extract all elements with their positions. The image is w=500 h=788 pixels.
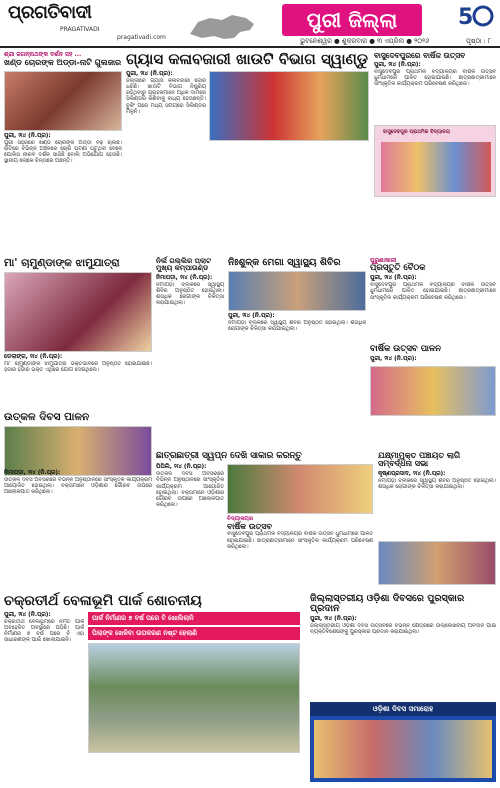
story-headline: ଗ୍ୟାସ କଳାବଜାରୀ ଖାଉଟି ବିଭାଗ ସ୍ୱାଣ୍ଡୁ	[126, 50, 368, 68]
story-headline: ନିଃଶୁଳ୍କ ମେଗା ସ୍ୱାସ୍ଥ୍ୟ ଶିବିର	[228, 257, 341, 268]
story-platform	[156, 258, 224, 448]
story-byline: ପୁରୀ, ୨ା୪ (ନି.ପ୍ର):	[310, 615, 357, 622]
story-utkal-body	[4, 470, 152, 585]
story-photo	[4, 426, 152, 476]
story-photo	[209, 71, 369, 141]
story-body: ପୁରୀ ସହରରେ ଖଣ୍ଡ ଚୋରଙ୍କ ଅଡ୍ଡା ବଢ଼ି ଚାଲିଛି। ରାତିରେ ବିଭିନ୍ନ ଅଞ୍ଚଳରେ ଚୋରି ଘଟଣା ଘଟୁଥିବା ବେଳେ ପୋଲିସ ନୀରବ ଦର୍ଶକ ସାଜିଛି ବୋଲି ଅଭିଯୋଗ ହେଉଛି। ସ୍ଥାନୀୟ ଲୋକେ ଚିନ୍ତାରେ ଅଛନ୍ତି।	[4, 139, 122, 165]
story-photo	[378, 541, 496, 585]
story-photo	[227, 464, 373, 514]
story-photo	[4, 272, 152, 352]
story-body: ଜିଲ୍ଲାସ୍ତରୀୟ ଓଡ଼ିଶା ଦିବସ ଉତ୍ସବରେ ବିଭିନ୍ନ କ୍ଷେତ୍ରରେ ଉଲ୍ଲେଖନୀୟ ଅବଦାନ ପାଇଁ ବ୍ୟକ୍ତିବିଶେଷଙ୍କୁ ପୁରସ୍କାର ପ୍ରଦାନ କରାଯାଇଥିଲା।	[310, 622, 496, 636]
story-headline: ଯକ୍ଷ୍ମାମୁକ୍ତ ପଞ୍ଚାୟତ ଲାଗି ସମ୍ବର୍ଦ୍ଧନା ସଭା	[378, 451, 461, 469]
story-headline: ମା' ଚାମୁଣ୍ଡାଙ୍କ ଝାମୁଯାତ୍ରା	[4, 257, 120, 269]
story-headline: ପ୍ରସ୍ତୁତି ବୈଠକ	[370, 263, 426, 274]
story-photo	[88, 643, 300, 753]
story-body: ଉତ୍କଳ ଦିବସ ଅବସରରେ ବିଭିନ୍ନ ଅନୁଷ୍ଠାନରେ ସାଂସ୍କୃତିକ କାର୍ଯ୍ୟକ୍ରମ ଆୟୋଜିତ ହୋଇଥିଲା। ବକ୍ତାମାନେ ଓଡ଼ିଶାର ଗୌରବ ଉପରେ ଆଲୋକପାତ କରିଥିଲେ।	[4, 477, 152, 496]
story-photo	[370, 366, 496, 416]
story-chakratirtha	[4, 594, 304, 784]
masthead	[0, 0, 500, 48]
story-body: ଉତ୍କଳ ଦିବସ ଅବସରରେ ବିଭିନ୍ନ ଅନୁଷ୍ଠାନରେ ସାଂସ୍କୃତିକ କାର୍ଯ୍ୟକ୍ରମ ଆୟୋଜିତ ହୋଇଥିଲା। ବକ୍ତାମାନେ ଓଡ଼ିଶାର ଗୌରବ ଉପରେ ଆଲୋକପାତ କରିଥିଲେ।	[156, 471, 224, 509]
story-kicker: ପୁରୁଣାକାଳୀ	[370, 257, 397, 264]
story-body: ନିମାପଡ଼ା ବ୍ଲକରେ ସ୍ୱାସ୍ଥ୍ୟ ଶିବିର ଅନୁଷ୍ଠିତ ହୋଇଥିଲା। ଶତାଧିକ ରୋଗୀଙ୍କ ଚିକିତ୍ସା କରାଯାଇଥିଲା।	[378, 477, 496, 490]
story-chamunda	[4, 258, 152, 410]
story-body: ମା' ଚାମୁଣ୍ଡାଙ୍କ ଝାମୁଯାତ୍ରା ଭକ୍ତିଭାବରେ ଅନୁଷ୍ଠିତ ହୋଇଯାଇଛି। ହଜାର ହଜାର ଭକ୍ତ ଏଥିରେ ଯୋଗ ଦେଇଥିଲେ।	[4, 361, 152, 374]
story-body: ବାସୁଦେବପୁର ପ୍ରାଥମିକ ବିଦ୍ୟାଳୟର ବାର୍ଷିକ ଉତ୍ସବ ଧୁମଧାମରେ ପାଳିତ ହୋଇଯାଇଛି। ଛାତ୍ରଛାତ୍ରୀମାନେ ସାଂସ୍କୃତିକ କାର୍ଯ୍ୟକ୍ରମ ପରିବେଷଣ କରିଥିଲେ।	[370, 282, 496, 301]
story-byline: ପିପିଲି, ୨ା୪ (ନି.ପ୍ର):	[156, 464, 207, 471]
story-byline: ନିମାପଡ଼ା, ୨ା୪ (ନି.ପ୍ର):	[4, 470, 61, 476]
story-byline: ପୁରୀ, ୨ା୪ (ନି.ପ୍ର):	[370, 356, 417, 363]
story-byline: ପୁରୀ, ୨ା୪ (ନି.ପ୍ର):	[4, 132, 51, 139]
story-byline: ପୁରୀ, ୨ା୪ (ନି.ପ୍ର):	[126, 70, 173, 77]
story-byline: ପୁରୀ, ୨ା୪ (ନି.ପ୍ର):	[4, 611, 51, 618]
story-headline: ବାର୍ଷିକ ଉତ୍ସବ	[227, 522, 272, 531]
story-headline: ଚକ୍ରତୀର୍ଥ ବେଳାଭୂମି ପାର୍କ ଶୋଚନୀୟ	[4, 593, 202, 609]
story-students	[156, 452, 374, 590]
story-photo	[374, 125, 496, 197]
story-gas	[126, 52, 370, 242]
story-body: ନିମାପଡ଼ା ବ୍ଲକରେ ସ୍ୱାସ୍ଥ୍ୟ ଶିବିର ଅନୁଷ୍ଠିତ ହୋଇଥିଲା। ଶତାଧିକ ରୋଗୀଙ୍କ ଚିକିତ୍ସା କରାଯାଇଥିଲା।	[228, 319, 366, 333]
story-headline: ନିର୍ଲ ଗଲ୍ଲିର ପ୍ଲାଟ ମୁଖ୍ୟ କମ୍ପାଉଣ୍ଡ	[156, 257, 211, 273]
story-headline: ଜିଲ୍ଲାସ୍ତରୀୟ ଓଡ଼ିଶା ଦିବସରେ ପୁରସ୍କାର ପ୍ରଦାନ	[310, 593, 465, 614]
story-byline: ପୁରୀ, ୨ା୪ (ନି.ପ୍ର):	[228, 312, 275, 319]
story-kicker: ଶ୍ରୀ ଜଗନ୍ନାଥଙ୍କ ଦର୍ଶନ ସହ ...	[4, 51, 82, 58]
story-khanda-chora	[4, 52, 122, 242]
story-body: ବାସୁଦେବପୁର ପ୍ରାଥମିକ ବିଦ୍ୟାଳୟର ବାର୍ଷିକ ଉତ୍ସବ ଧୁମଧାମରେ ପାଳିତ ହୋଇଯାଇଛି। ଛାତ୍ରଛାତ୍ରୀମାନେ ସାଂସ୍କୃତିକ କାର୍ଯ୍ୟକ୍ରମ ପରିବେଷଣ କରିଥିଲେ।	[374, 68, 496, 88]
story-basudevpur	[374, 52, 496, 242]
anniversary-50-logo	[456, 2, 494, 30]
subhead-banner: ପାର୍କ ନିର୍ମାଣର ୭ ବର୍ଷ ପରେ ବି ଖୋଲିଲାନି	[88, 612, 300, 625]
story-headline: ବାର୍ଷିକ ଉତ୍ସବ ପାଳନ	[370, 344, 441, 355]
story-headline: ବାସୁଦେବପୁରରେ ବାର୍ଷିକ ଉତ୍ସବ	[374, 51, 466, 60]
story-preparation	[370, 258, 496, 448]
story-headline: ଖଣ୍ଡ ଚୋରଙ୍କ ଅଡ୍ଡା-ନାଟି ଗୁଲଜାର	[4, 58, 122, 68]
story-kicker: ବିଦ୍ୟାଳୟର	[227, 516, 254, 523]
story-odisha-divas-award	[310, 594, 496, 784]
story-headline: ଉତ୍କଳ ଦିବସ ପାଳନ	[4, 411, 90, 423]
story-byline: କୃଷ୍ଣପ୍ରସାଦ, ୨ା୪ (ନି.ପ୍ର):	[378, 470, 446, 477]
subhead-banner: ପିଲାଙ୍କ ଖେଳିବା ଉପକରଣ ନଷ୍ଟ ହେଲାଣି	[88, 627, 300, 640]
dateline: ଭୁବନେଶ୍ୱର ● ଶୁକ୍ରବାର ● ୩ ଏପ୍ରିଲ ● ୨୦୨୬	[300, 37, 430, 45]
story-health-camp	[228, 258, 366, 448]
svg-text:5: 5	[458, 5, 474, 30]
story-headline: ଛାତ୍ରଛାତ୍ରୀ ସ୍ୱପ୍ନ ଦେଖି ସାକାର କରନ୍ତୁ	[156, 451, 302, 461]
story-byline: ପୁରୀ, ୨ା୪ (ନି.ପ୍ର):	[370, 275, 417, 282]
story-photo	[4, 71, 122, 131]
page-number: ପୃଷ୍ଠା : ୮	[466, 37, 492, 45]
event-banner: ଓଡ଼ିଶା ଦିବସ ସମାରୋହ	[310, 702, 496, 716]
story-byline: ଡେଲାଙ୍ଗ, ୨ା୪ (ନି.ପ୍ର):	[4, 354, 63, 361]
photo-caption: ବାସୁଦେବପୁର ପ୍ରାଥମିକ ବିଦ୍ୟାଳୟ	[383, 128, 450, 135]
brand-name: ପ୍ରଗତିବାଦୀ	[8, 2, 92, 23]
website: pragativadi.com	[117, 34, 166, 41]
story-body: ଜିଲ୍ଲାରେ ଗ୍ୟାସ କଳାବଜାରୀ ଜୋର ଧରିଛି। ଖାଉଟି ବିଭାଗ ନିଷ୍କ୍ରିୟ ରହିଥିବାରୁ ଗ୍ରାହକମାନେ ଅଧିକ ଦାମରେ ସିଲିଣ୍ଡର କିଣିବାକୁ ବାଧ୍ୟ ହେଉଛନ୍ତି। ବୁକିଂ ପରେ ମଧ୍ୟ ସମୟରେ ସିଲିଣ୍ଡର ମିଳୁନି।	[126, 77, 206, 115]
odisha-map-icon	[188, 12, 258, 42]
story-photo	[228, 271, 366, 311]
story-byline: ନିମାପଡ଼ା, ୨ା୪ (ନି.ପ୍ର):	[156, 274, 213, 281]
story-photo	[310, 702, 496, 782]
story-body: ନିମାପଡ଼ା ବ୍ଲକରେ ସ୍ୱାସ୍ଥ୍ୟ ଶିବିର ଅନୁଷ୍ଠିତ ହୋଇଥିଲା। ଶତାଧିକ ରୋଗୀଙ୍କ ଚିକିତ୍ସା କରାଯାଇଥିଲା।	[156, 281, 224, 307]
story-body: ବାସୁଦେବପୁର ପ୍ରାଥମିକ ବିଦ୍ୟାଳୟର ବାର୍ଷିକ ଉତ୍ସବ ଧୁମଧାମରେ ପାଳିତ ହୋଇଯାଇଛି। ଛାତ୍ରଛାତ୍ରୀମାନେ ସାଂସ୍କୃତିକ କାର୍ଯ୍ୟକ୍ରମ ପରିବେଷଣ କରିଥିଲେ।	[227, 531, 373, 550]
section-title: ପୁରୀ ଜିଲ୍ଲା	[282, 4, 422, 36]
story-byline: ପୁରୀ, ୨ା୪ (ନି.ପ୍ର):	[374, 61, 421, 68]
story-body: ଚକ୍ରତୀର୍ଥ ବେଳାଭୂମିରେ ନିର୍ମିତ ପାର୍କ ଅବହେଳିତ ଅବସ୍ଥାରେ ପଡ଼ିଛି। ପାର୍କ ନିର୍ମାଣର ୭ ବର୍ଷ ପରେ ବି ଏହା ସାଧାରଣଙ୍କ ପାଇଁ ଖୋଲାଯାଇନି।	[4, 618, 84, 644]
brand-latin: PRAGATIVADI	[60, 26, 100, 33]
story-tb-free	[378, 452, 496, 590]
